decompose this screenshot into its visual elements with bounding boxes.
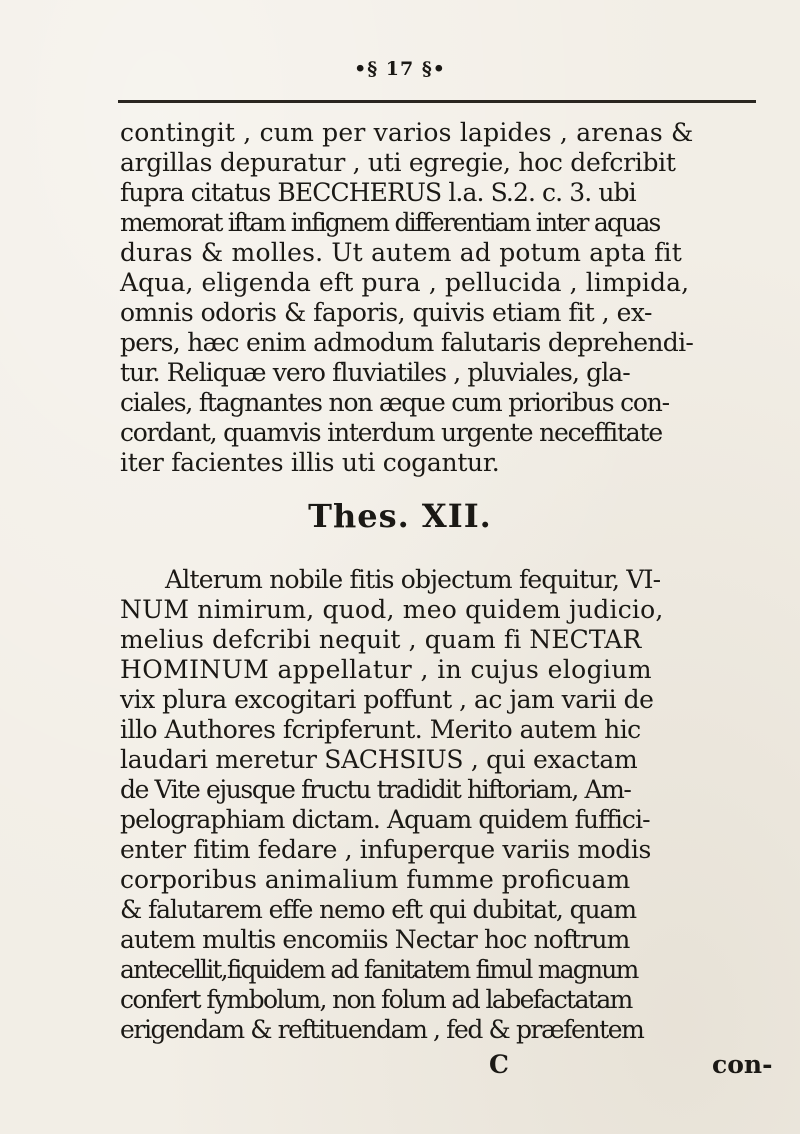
text-line: corporibus animalium fumme proficuam xyxy=(120,865,631,894)
section-heading: Thes. XII. xyxy=(308,497,492,535)
text-line: memorat iftam infignem differentiam inter aquas xyxy=(120,208,660,237)
text-line: autem multis encomiis Nectar hoc noftrum xyxy=(120,925,630,954)
text-line: cordant, quamvis interdum urgente neceffitate xyxy=(120,418,662,447)
text-line: vix plura excogitari poffunt , ac jam varii de xyxy=(120,685,654,714)
text-line: contingit , cum per varios lapides , arenas & xyxy=(120,118,694,147)
text-line: tur. Reliquæ vero fluviatiles , pluviales, gla- xyxy=(120,358,630,387)
text-line: pers, hæc enim admodum falutaris deprehendi- xyxy=(120,328,694,357)
page-footer xyxy=(0,1050,800,1082)
text-line: omnis odoris & faporis, quivis etiam fit , ex- xyxy=(120,298,652,327)
text-line: enter fitim fedare , infuperque variis modis xyxy=(120,835,651,864)
text-line: ciales, ftagnantes non æque cum prioribus con- xyxy=(120,388,669,417)
text-line: Aqua, eligenda eft pura , pellucida , limpida, xyxy=(120,268,690,297)
signature-mark: C xyxy=(489,1050,509,1079)
text-line: argillas depuratur , uti egregie, hoc defcribit xyxy=(120,148,676,177)
text-line: confert fymbolum, non folum ad labefactatam xyxy=(120,985,632,1014)
text-line: Alterum nobile fitis objectum fequitur, VI- xyxy=(165,565,661,594)
text-line: duras & molles. Ut autem ad potum apta fit xyxy=(120,238,682,267)
text-line: NUM nimirum, quod, meo quidem judicio, xyxy=(120,595,664,624)
text-line: antecellit,fiquidem ad fanitatem fimul magnum xyxy=(120,955,638,984)
text-line: HOMINUM appellatur , in cujus elogium xyxy=(120,655,653,684)
text-line: de Vite ejusque fructu tradidit hiftoriam, Am- xyxy=(120,775,631,804)
text-line: & falutarem effe nemo eft qui dubitat, quam xyxy=(120,895,636,924)
text-line: pelographiam dictam. Aquam quidem fuffici- xyxy=(120,805,650,834)
text-line: fupra citatus BECCHERUS l.a. S.2. c. 3. ubi xyxy=(120,178,636,207)
text-line: melius defcribi nequit , quam fi NECTAR xyxy=(120,625,642,654)
text-line: laudari meretur SACHSIUS , qui exactam xyxy=(120,745,638,774)
text-line: illo Authores fcripferunt. Merito autem hic xyxy=(120,715,641,744)
header-rule xyxy=(118,100,756,103)
text-line: erigendam & reftituendam , fed & præfentem xyxy=(120,1015,644,1044)
text-line: iter facientes illis uti cogantur. xyxy=(120,448,500,477)
page-header: •§ 17 §• xyxy=(354,58,446,80)
catchword: con- xyxy=(712,1050,773,1079)
